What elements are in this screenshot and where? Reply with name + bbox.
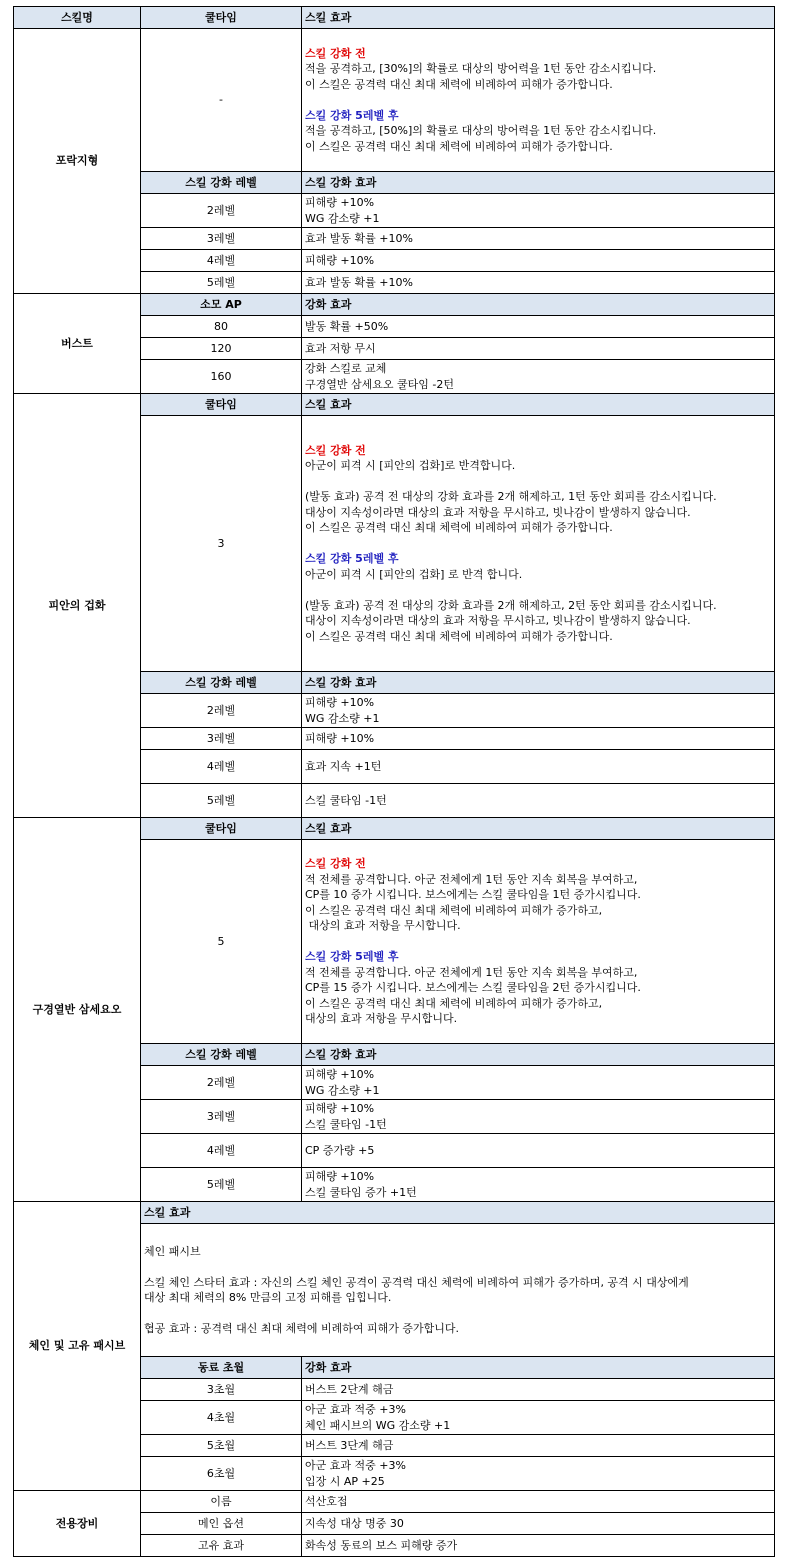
level-cell: 4레벨 — [141, 250, 302, 272]
skill-name-cell: 포락지형 — [14, 29, 141, 294]
effect-line: 이 스킬은 공격력 대신 최대 체력에 비례하여 피해가 증가합니다. — [305, 521, 613, 535]
cooldown-value: 5 — [141, 840, 302, 1044]
ap-cell: 80 — [141, 316, 302, 338]
skill-name-cell: 전용장비 — [14, 1491, 141, 1557]
skill-name-cell: 구경열반 삼세요오 — [14, 818, 141, 1202]
burst-effect-line: 구경열반 삼세요오 쿨타임 -2턴 — [305, 377, 454, 391]
effect-line: 대상이 지속성이라면 대상의 효과 저항을 무시하고, 빗나감이 발생하지 않습니다. — [305, 505, 691, 519]
equipment-label: 메인 옵션 — [141, 1513, 302, 1535]
skill-table — [13, 6, 775, 1557]
cooldown-header: 쿨타임 — [141, 394, 302, 416]
level-effect-line: 스킬 쿨타임 -1턴 — [305, 1117, 387, 1131]
burst-effect-cell: 효과 저항 무시 — [302, 338, 775, 360]
level-cell: 4레벨 — [141, 750, 302, 784]
level-effect-cell: 효과 발동 확률 +10% — [302, 272, 775, 294]
burst-effect-cell — [302, 360, 775, 394]
level-effect-cell — [302, 694, 775, 728]
level-effect-cell: 피해량 +10% — [302, 728, 775, 750]
effect-line: CP를 10 증가 시킵니다. 보스에게는 스킬 쿨타임을 1턴 증가시킵니다. — [305, 888, 641, 902]
skill-effect-description — [302, 29, 775, 172]
effect-line: 대상의 효과 저항을 무시합니다. — [305, 1012, 458, 1026]
level-effect-header: 스킬 강화 효과 — [302, 1044, 775, 1066]
transcend-effect-line: 아군 효과 적중 +3% — [305, 1403, 406, 1416]
cooldown-value: - — [141, 29, 302, 172]
skill-name-cell: 체인 및 고유 패시브 — [14, 1202, 141, 1491]
level-header: 스킬 강화 레벨 — [141, 172, 302, 194]
passive-effect-header: 스킬 효과 — [141, 1202, 775, 1224]
level-effect-line: WG 감소량 +1 — [305, 711, 380, 725]
equipment-label: 이름 — [141, 1491, 302, 1513]
skill-effect-description — [302, 840, 775, 1044]
effect-line: (발동 효과) 공격 전 대상의 강화 효과를 2개 해제하고, 2턴 동안 회피를 감소시킵니다. — [305, 598, 717, 612]
level-cell: 5레벨 — [141, 784, 302, 818]
transcend-effect-line: 체인 패시브의 WG 감소량 +1 — [305, 1418, 451, 1432]
passive-line: 협공 효과 : 공격력 대신 최대 체력에 비례하여 피해가 증가합니다. — [144, 1322, 459, 1335]
before-title: 스킬 강화 전 — [305, 443, 366, 457]
level-cell: 4레벨 — [141, 1134, 302, 1168]
level-cell: 3레벨 — [141, 1100, 302, 1134]
level-effect-cell: CP 증가량 +5 — [302, 1134, 775, 1168]
after-title: 스킬 강화 5레벨 후 — [305, 108, 399, 122]
level-cell: 2레벨 — [141, 194, 302, 228]
level-effect-cell — [302, 1100, 775, 1134]
level-cell: 5레벨 — [141, 1168, 302, 1202]
header-cooldown: 쿨타임 — [141, 7, 302, 29]
equipment-value: 석산호접 — [302, 1491, 775, 1513]
level-effect-line: 피해량 +10% — [305, 1102, 375, 1115]
effect-line: (발동 효과) 공격 전 대상의 강화 효과를 2개 해제하고, 1턴 동안 회피를 감소시킵니다. — [305, 490, 717, 504]
skill-effect-header: 스킬 효과 — [302, 818, 775, 840]
level-effect-line: 피해량 +10% — [305, 1068, 375, 1081]
level-effect-cell: 피해량 +10% — [302, 250, 775, 272]
level-effect-line: WG 감소량 +1 — [305, 1083, 380, 1097]
effect-line: 적 전체를 공격합니다. 아군 전체에게 1턴 동안 지속 회복을 부여하고, — [305, 965, 638, 979]
transcend-effect-cell — [302, 1401, 775, 1435]
transcend-cell: 5초월 — [141, 1435, 302, 1457]
header-skill-name: 스킬명 — [14, 7, 141, 29]
level-effect-line: WG 감소량 +1 — [305, 211, 380, 225]
skill-effect-description — [302, 416, 775, 672]
level-effect-cell: 스킬 쿨타임 -1턴 — [302, 784, 775, 818]
transcend-cell: 3초월 — [141, 1379, 302, 1401]
effect-line: 대상의 효과 저항을 무시합니다. — [305, 919, 461, 933]
level-effect-cell — [302, 1066, 775, 1100]
effect-line: 대상이 지속성이라면 대상의 효과 저항을 무시하고, 빗나감이 발생하지 않습니다. — [305, 614, 691, 628]
after-title: 스킬 강화 5레벨 후 — [305, 552, 399, 566]
level-effect-cell — [302, 1168, 775, 1202]
ap-header: 소모 AP — [141, 294, 302, 316]
passive-line: 스킬 체인 스타터 효과 : 자신의 스킬 체인 공격이 공격력 대신 체력에 비례하여 피해가 증가하며, 공격 시 대상에게 — [144, 1275, 689, 1289]
transcend-effect-header: 강화 효과 — [302, 1357, 775, 1379]
skill-name-cell: 피안의 겁화 — [14, 394, 141, 818]
transcend-effect-line: 입장 시 AP +25 — [305, 1474, 385, 1488]
ap-cell: 160 — [141, 360, 302, 394]
effect-line: 이 스킬은 공격력 대신 최대 체력에 비례하여 피해가 증가합니다. — [305, 77, 613, 91]
cooldown-header: 쿨타임 — [141, 818, 302, 840]
level-effect-header: 스킬 강화 효과 — [302, 672, 775, 694]
transcend-effect-cell: 버스트 3단계 해금 — [302, 1435, 775, 1457]
effect-line: 적 전체를 공격합니다. 아군 전체에게 1턴 동안 지속 회복을 부여하고, — [305, 872, 638, 886]
transcend-effect-cell — [302, 1457, 775, 1491]
effect-line: 적을 공격하고, [30%]의 확률로 대상의 방어력을 1턴 동안 감소시킵니다. — [305, 62, 657, 76]
level-effect-line: 피해량 +10% — [305, 196, 375, 209]
effect-line: 이 스킬은 공격력 대신 최대 체력에 비례하여 피해가 증가합니다. — [305, 629, 613, 643]
cooldown-value: 3 — [141, 416, 302, 672]
transcend-header: 동료 초월 — [141, 1357, 302, 1379]
passive-line: 대상 최대 체력의 8% 만큼의 고정 피해를 입힙니다. — [144, 1291, 392, 1304]
passive-description — [141, 1224, 775, 1357]
before-title: 스킬 강화 전 — [305, 46, 366, 60]
skill-name-cell: 버스트 — [14, 294, 141, 394]
equipment-label: 고유 효과 — [141, 1535, 302, 1557]
level-effect-line: 스킬 쿨타임 증가 +1턴 — [305, 1185, 417, 1199]
transcend-cell: 6초월 — [141, 1457, 302, 1491]
level-cell: 5레벨 — [141, 272, 302, 294]
transcend-effect-line: 아군 효과 적중 +3% — [305, 1459, 406, 1472]
level-effect-line: 피해량 +10% — [305, 696, 375, 709]
effect-line: 적을 공격하고, [50%]의 확률로 대상의 방어력을 1턴 동안 감소시킵니다. — [305, 124, 657, 138]
ap-cell: 120 — [141, 338, 302, 360]
effect-line: CP를 15 증가 시킵니다. 보스에게는 스킬 쿨타임을 2턴 증가시킵니다. — [305, 981, 641, 995]
passive-line: 체인 패시브 — [144, 1244, 201, 1258]
effect-line: 아군이 피격 시 [피안의 겁화]로 반격합니다. — [305, 459, 516, 473]
equipment-value: 지속성 대상 명중 30 — [302, 1513, 775, 1535]
effect-line: 아군이 피격 시 [피안의 겁화] 로 반격 합니다. — [305, 567, 523, 581]
skill-effect-header: 스킬 효과 — [302, 394, 775, 416]
level-header: 스킬 강화 레벨 — [141, 1044, 302, 1066]
burst-effect-cell: 발동 확률 +50% — [302, 316, 775, 338]
equipment-value: 화속성 동료의 보스 피해량 증가 — [302, 1535, 775, 1557]
effect-line: 이 스킬은 공격력 대신 최대 체력에 비례하여 피해가 증가합니다. — [305, 139, 613, 153]
after-title: 스킬 강화 5레벨 후 — [305, 950, 399, 964]
level-effect-cell: 효과 지속 +1턴 — [302, 750, 775, 784]
transcend-cell: 4초월 — [141, 1401, 302, 1435]
effect-line: 이 스킬은 공격력 대신 최대 체력에 비례하여 피해가 증가하고, — [305, 996, 603, 1010]
before-title: 스킬 강화 전 — [305, 857, 366, 871]
level-cell: 3레벨 — [141, 228, 302, 250]
burst-effect-line: 강화 스킬로 교체 — [305, 362, 387, 375]
transcend-effect-cell: 버스트 2단계 해금 — [302, 1379, 775, 1401]
level-effect-cell — [302, 194, 775, 228]
level-effect-header: 스킬 강화 효과 — [302, 172, 775, 194]
level-cell: 3레벨 — [141, 728, 302, 750]
level-effect-cell: 효과 발동 확률 +10% — [302, 228, 775, 250]
level-cell: 2레벨 — [141, 1066, 302, 1100]
burst-effect-header: 강화 효과 — [302, 294, 775, 316]
header-skill-effect: 스킬 효과 — [302, 7, 775, 29]
level-cell: 2레벨 — [141, 694, 302, 728]
effect-line: 이 스킬은 공격력 대신 최대 체력에 비례하여 피해가 증가하고, — [305, 903, 603, 917]
level-effect-line: 피해량 +10% — [305, 1170, 375, 1183]
level-header: 스킬 강화 레벨 — [141, 672, 302, 694]
